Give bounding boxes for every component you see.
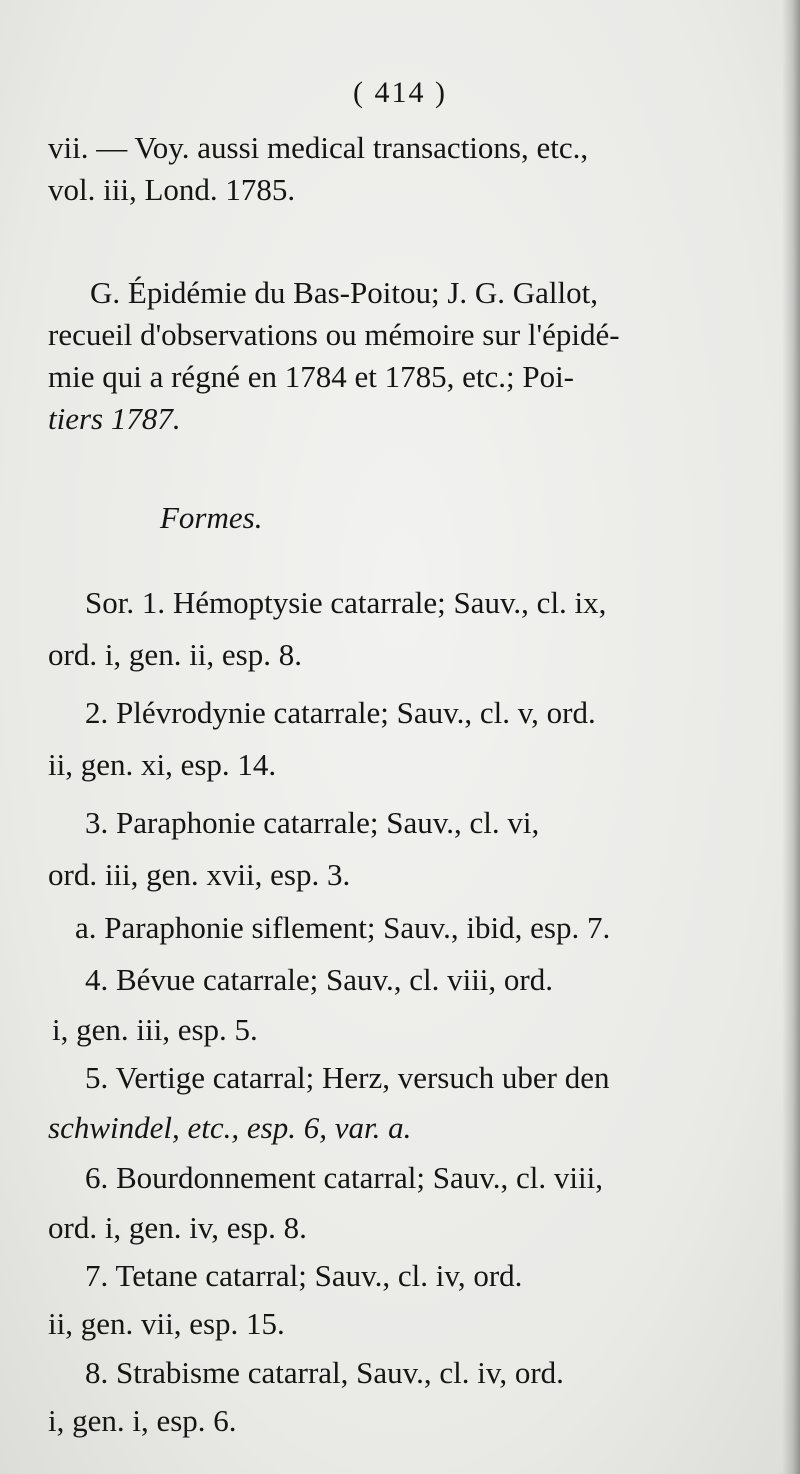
section-heading-formes: Formes. xyxy=(160,500,263,535)
text-line-9: ord. i, gen. ii, esp. 8. xyxy=(48,637,302,672)
text-line-18: schwindel, etc., esp. 6, var. a. xyxy=(48,1110,412,1145)
text-line-10: 2. Plévrodynie catarrale; Sauv., cl. v, ord. xyxy=(85,695,596,730)
text-line-1: vii. — Voy. aussi medical transactions, etc., xyxy=(48,130,589,165)
text-line-23: 8. Strabisme catarral, Sauv., cl. iv, ord. xyxy=(85,1355,564,1390)
text-line-14: a. Paraphonie siflement; Sauv., ibid, esp. 7. xyxy=(75,910,611,945)
page-number: ( 414 ) xyxy=(353,76,447,109)
text-line-3: G. Épidémie du Bas-Poitou; J. G. Gallot, xyxy=(90,275,599,310)
text-line-20: ord. i, gen. iv, esp. 8. xyxy=(48,1210,307,1245)
text-line-15: 4. Bévue catarrale; Sauv., cl. viii, ord. xyxy=(85,962,553,997)
text-line-13: ord. iii, gen. xvii, esp. 3. xyxy=(48,857,351,892)
text-line-2: vol. iii, Lond. 1785. xyxy=(48,172,296,207)
text-line-5: mie qui a régné en 1784 et 1785, etc.; Poi- xyxy=(48,359,575,394)
text-line-4: recueil d'observations ou mémoire sur l'épidé- xyxy=(48,317,620,352)
text-line-12: 3. Paraphonie catarrale; Sauv., cl. vi, xyxy=(85,805,540,840)
text-line-6: tiers 1787. xyxy=(48,401,181,436)
text-line-19: 6. Bourdonnement catarral; Sauv., cl. viii, xyxy=(85,1160,603,1195)
text-line-22: ii, gen. vii, esp. 15. xyxy=(48,1306,285,1341)
text-line-11: ii, gen. xi, esp. 14. xyxy=(48,747,277,782)
page-edge-shadow xyxy=(782,0,800,1474)
text-line-17: 5. Vertige catarral; Herz, versuch uber den xyxy=(85,1060,610,1095)
text-line-24: i, gen. i, esp. 6. xyxy=(48,1403,237,1438)
text-line-16: i, gen. iii, esp. 5. xyxy=(52,1012,258,1047)
text-line-21: 7. Tetane catarral; Sauv., cl. iv, ord. xyxy=(85,1258,523,1293)
text-line-8: Sor. 1. Hémoptysie catarrale; Sauv., cl. ix, xyxy=(85,585,607,620)
